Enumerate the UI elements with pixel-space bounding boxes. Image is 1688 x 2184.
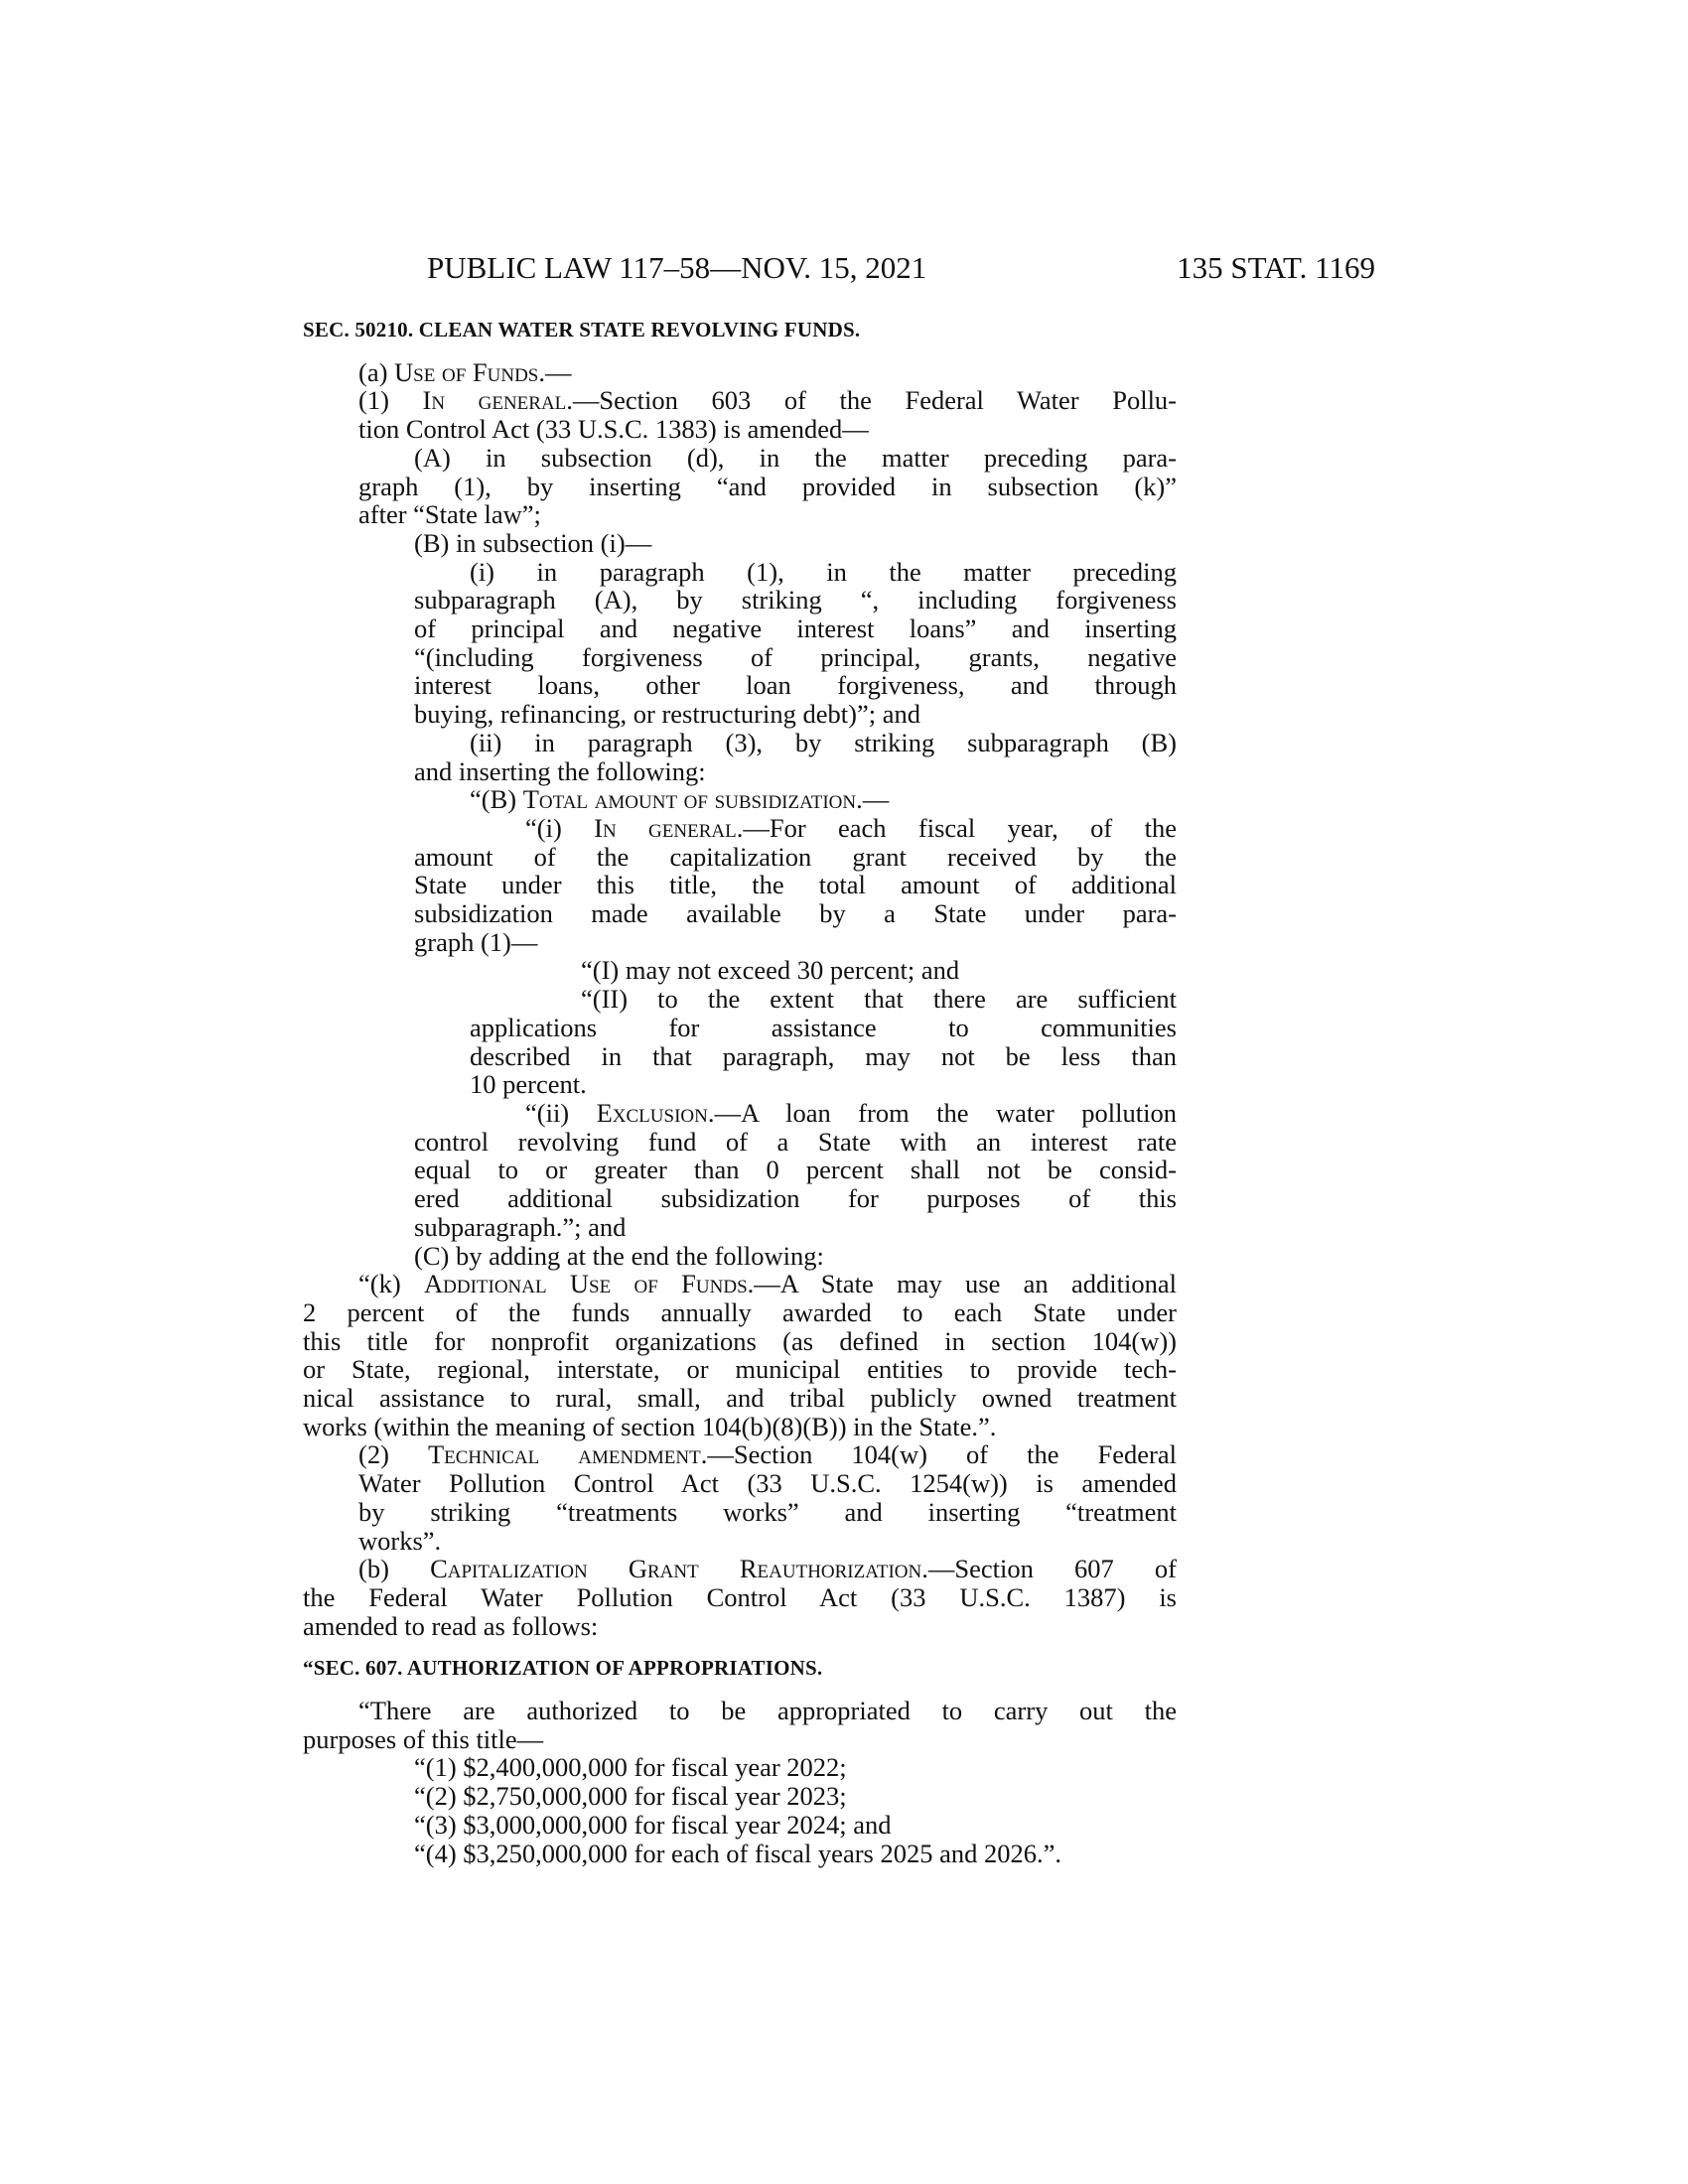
clause-A-line1: (A) in subsection (d), in the matter preceding para- [414, 442, 1177, 473]
section-heading: SEC. 50210. CLEAN WATER STATE REVOLVING FUNDS. [303, 318, 861, 341]
subsection-b-line1: (b) Capitalization Grant Reauthorization.—Section 607 of [358, 1554, 1178, 1584]
sec-607-heading: “SEC. 607. AUTHORIZATION OF APPROPRIATIONS. [303, 1656, 823, 1681]
paragraph-2-line3: by striking “treatments works” and inserting “treatment [358, 1496, 1177, 1527]
quoted-B-ii-line4: ered additional subsidization for purposes of this [414, 1183, 1177, 1214]
quoted-B-i-I-line1: “(I) may not exceed 30 percent; and [581, 955, 960, 986]
quoted-B-ii-line2: control revolving fund of a State with an interest rate [414, 1126, 1177, 1157]
paragraph-2-line2: Water Pollution Control Act (33 U.S.C. 1254(w)) is amended [358, 1468, 1177, 1499]
clause-B-i-line4: “(including forgiveness of principal, grants, negative [414, 641, 1177, 672]
quoted-B-i-line5: graph (1)— [414, 926, 538, 957]
clause-B-ii-line1: (ii) in paragraph (3), by striking subparagraph (B) [470, 727, 1177, 757]
clause-B-i-line1: (i) in paragraph (1), in the matter preceding [470, 556, 1177, 587]
clause-A-line3: after “State law”; [358, 499, 541, 530]
paragraph-1-line1: (1) In general.—Section 603 of the Federal Water Pollu- [358, 385, 1178, 416]
quoted-B-ii-line3: equal to or greater than 0 percent shall not be consid- [414, 1155, 1177, 1185]
paragraph-1-line2: tion Control Act (33 U.S.C. 1383) is amended— [358, 414, 869, 445]
sec-607-item-1: “(1) $2,400,000,000 for fiscal year 2022; [414, 1752, 847, 1783]
clause-B-ii-line2: and inserting the following: [414, 755, 706, 786]
page-header [303, 248, 1375, 288]
clause-B-line1: (B) in subsection (i)— [414, 527, 652, 558]
paragraph-2-line1: (2) Technical amendment.—Section 104(w) of the Federal [358, 1439, 1177, 1470]
clause-C-line1: (C) by adding at the end the following: [414, 1240, 824, 1271]
header-stat-page: 135 STAT. 1169 [1177, 250, 1375, 285]
subsection-b-line2: the Federal Water Pollution Control Act (33 U.S.C. 1387) is [303, 1581, 1177, 1612]
quoted-k-line5: nical assistance to rural, small, and tribal publicly owned treatment [303, 1383, 1177, 1414]
quoted-B-i-II-line3: described in that paragraph, may not be less than [470, 1040, 1177, 1071]
quoted-B-i-II-line2: applications for assistance to communities [470, 1012, 1177, 1042]
clause-B-i-line3: of principal and negative interest loans” and inserting [414, 614, 1177, 644]
clause-A-line2: graph (1), by inserting “and provided in subsection (k)” [358, 471, 1177, 501]
quoted-k-line4: or State, regional, interstate, or municipal entities to provide tech- [303, 1354, 1177, 1385]
sec-607-intro-line2: purposes of this title— [303, 1723, 544, 1754]
paragraph-2-line4: works”. [358, 1525, 442, 1556]
header-law-citation: PUBLIC LAW 117–58—NOV. 15, 2021 [427, 250, 927, 285]
sec-607-item-3: “(3) $3,000,000,000 for fiscal year 2024; and [414, 1809, 892, 1840]
subsection-a-heading: (a) Use of Funds.— [358, 356, 572, 387]
quoted-B-ii-line1: “(ii) Exclusion.—A loan from the water pollution [525, 1097, 1177, 1128]
document-body [303, 316, 1177, 1867]
quoted-B-i-II-line1: “(II) to the extent that there are sufficient [581, 984, 1177, 1015]
sec-607-item-2: “(2) $2,750,000,000 for fiscal year 2023; [414, 1781, 847, 1812]
quoted-B-i-line3: State under this title, the total amount of additional [414, 870, 1177, 900]
quoted-B-i-line2: amount of the capitalization grant received by the [414, 841, 1177, 872]
quoted-B-heading: “(B) Total amount of subsidization.— [470, 784, 890, 815]
quoted-k-line3: this title for nonprofit organizations (as defined in section 104(w)) [303, 1325, 1177, 1356]
quoted-B-i-II-line4: 10 percent. [470, 1069, 587, 1100]
quoted-k-line1: “(k) Additional Use of Funds.—A State may use an additional [358, 1269, 1177, 1299]
clause-B-i-line2: subparagraph (A), by striking “, including forgiveness [414, 585, 1177, 615]
quoted-B-ii-line5: subparagraph.”; and [414, 1211, 627, 1242]
sec-607-intro-line1: “There are authorized to be appropriated to carry out the [358, 1696, 1177, 1726]
clause-B-i-line6: buying, refinancing, or restructuring debt)”; and [414, 699, 920, 730]
sec-607-item-4: “(4) $3,250,000,000 for each of fiscal years 2025 and 2026.”. [414, 1838, 1061, 1868]
clause-B-i-line5: interest loans, other loan forgiveness, and through [414, 670, 1177, 701]
quoted-k-line2: 2 percent of the funds annually awarded to each State under [303, 1297, 1177, 1327]
quoted-B-i-line4: subsidization made available by a State under para- [414, 898, 1177, 929]
quoted-k-line6: works (within the meaning of section 104(b)(8)(B)) in the State.”. [303, 1411, 997, 1441]
subsection-b-line3: amended to read as follows: [303, 1610, 599, 1641]
quoted-B-i-line1: “(i) In general.—For each fiscal year, of the [525, 812, 1177, 843]
